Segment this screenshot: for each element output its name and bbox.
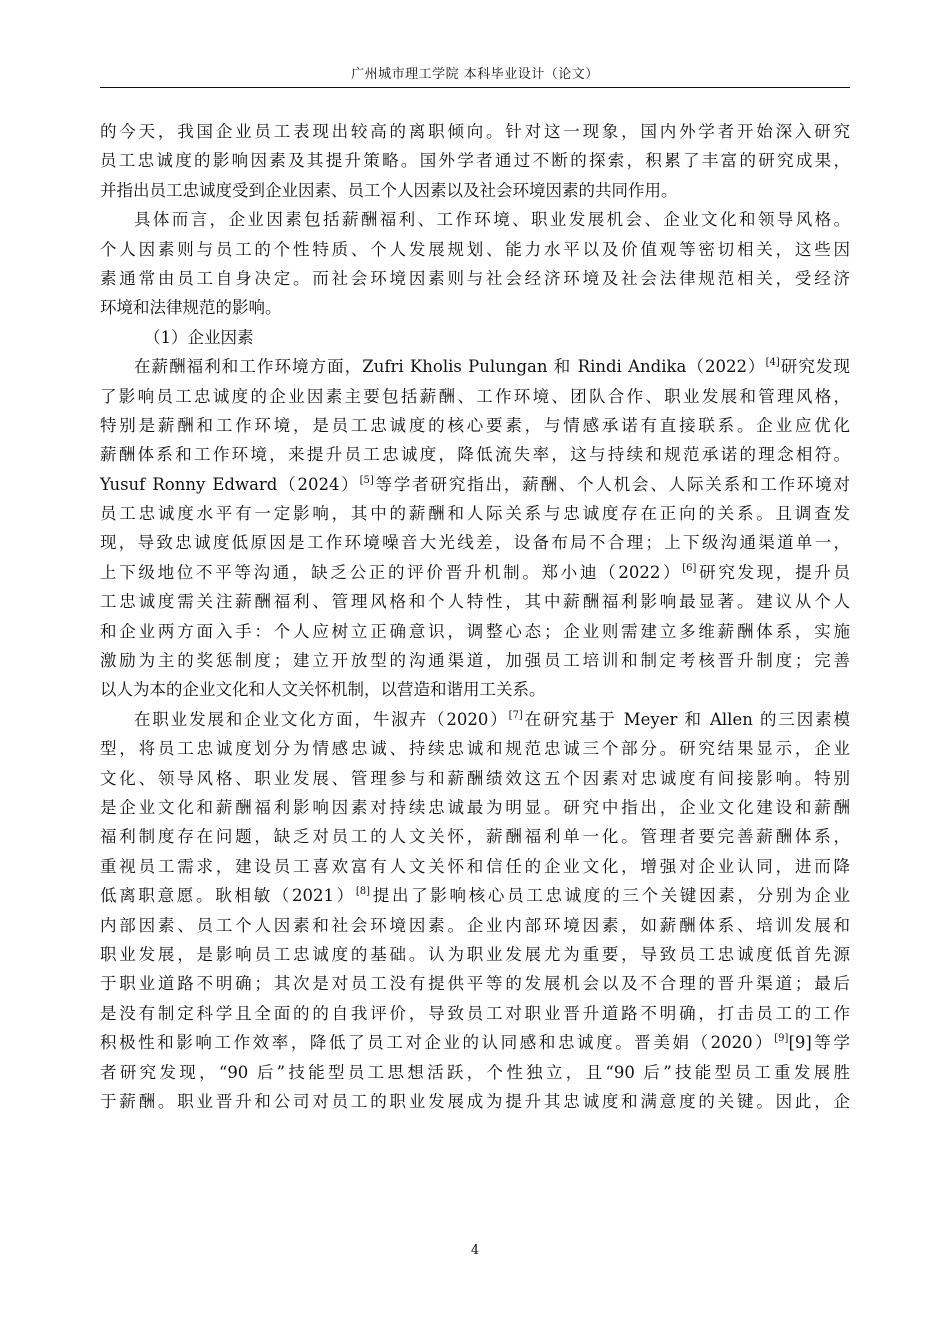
line-text: 上下级地位不平等沟通，缺乏公正的评价晋升机制。郑小迪（2022） [100, 562, 683, 582]
text-line [100, 764, 850, 793]
text-line [100, 382, 850, 411]
line-text: 职业发展，是影响员工忠诚度的基础。认为职业发展尤为重要，导致员工忠诚度低首先源 [100, 944, 850, 964]
text-line [100, 1028, 850, 1057]
text-line [100, 793, 850, 822]
text-line [100, 205, 850, 234]
line-text-continued: 研究发现，提升员 [696, 562, 850, 582]
line-text: 在职业发展和企业文化方面，牛淑卉（2020） [134, 709, 509, 729]
line-text: 者研究发现，“90 后”技能型员工思想活跃，个性独立，且“90 后”技能型员工重发展胜 [100, 1062, 850, 1082]
text-line [100, 411, 850, 440]
citation-mark: [9] [774, 1033, 789, 1045]
text-line [100, 1087, 850, 1116]
line-text: 薪酬体系和工作环境，来提升员工忠诚度，降低流失率，这与持续和规范承诺的理念相符。 [100, 445, 850, 465]
line-text: 环境和法律规范的影响。 [100, 298, 282, 318]
citation-mark: [6] [682, 562, 697, 574]
text-line [100, 911, 850, 940]
line-text: 重视员工需求，建设员工喜欢富有人文关怀和信任的企业文化，增强对企业认同，进而降 [100, 856, 850, 876]
line-text-continued: 研究发现 [779, 357, 850, 377]
line-text: 于薪酬。职业晋升和公司对员工的职业发展成为提升其忠诚度和满意度的关键。因此，企 [100, 1091, 850, 1111]
line-text: 在薪酬福利和工作环境方面，Zufri Kholis Pulungan 和 Rindi Andika（2022） [134, 357, 766, 377]
line-text: 是没有制定科学且全面的的自我评价，导致员工对职业晋升道路不明确，打击员工的工作 [100, 1003, 850, 1023]
text-line [100, 734, 850, 763]
line-text: 是企业文化和薪酬福利影响因素对持续忠诚最为明显。研究中指出，企业文化建设和薪酬 [100, 797, 850, 817]
line-text: 现，导致忠诚度低原因是工作环境噪音大光线差，设备布局不合理；上下级沟通渠道单一， [100, 533, 850, 553]
line-text-continued: [9]等学 [788, 1033, 850, 1053]
page-number: 4 [470, 1243, 480, 1258]
text-line [100, 293, 850, 322]
citation-mark: [8] [355, 886, 371, 898]
line-text-continued: 提出了影响核心员工忠诚度的三个关键因素，分别为企业 [370, 886, 850, 906]
line-text: 福利制度存在问题，缺乏对员工的人文关怀，薪酬福利单一化。管理者要完善薪酬体系， [100, 827, 850, 847]
line-text: 个人因素则与员工的个性特质、个人发展规划、能力水平以及价值观等密切相关，这些因 [100, 239, 850, 259]
text-line [100, 176, 850, 205]
header-divider [100, 87, 850, 88]
line-text: 素通常由员工自身决定。而社会环境因素则与社会经济环境及社会法律规范相关，受经济 [100, 268, 850, 288]
text-line [100, 352, 850, 381]
line-text: 了影响员工忠诚度的企业因素主要包括薪酬、工作环境、团队合作、职业发展和管理风格， [100, 386, 850, 406]
citation-mark: [4] [765, 357, 780, 369]
line-text-continued: 在研究基于 Meyer 和 Allen 的三因素模 [522, 709, 850, 729]
line-text: （1）企业因素 [144, 327, 254, 347]
text-line [100, 117, 850, 146]
line-text: 的今天，我国企业员工表现出较高的离职倾向。针对这一现象，国内外学者开始深入研究 [100, 122, 850, 141]
text-line [100, 587, 850, 616]
text-line [100, 499, 850, 528]
text-line [100, 646, 850, 675]
text-line [100, 1058, 850, 1087]
text-line [100, 264, 850, 293]
line-text: 型，将员工忠诚度划分为情感忠诚、持续忠诚和规范忠诚三个部分。研究结果显示，企业 [100, 739, 850, 759]
line-text: 特别是薪酬和工作环境，是员工忠诚度的核心要素，与情感承诺有直接联系。企业应优化 [100, 415, 850, 435]
text-line [100, 558, 850, 587]
text-line [100, 528, 850, 557]
line-text: 和企业两方面入手：个人应树立正确意识，调整心态；企业则需建立多维薪酬体系，实施 [100, 621, 850, 641]
text-line [100, 617, 850, 646]
line-text: 内部因素、员工个人因素和社会环境因素。企业内部环境因素，如薪酬体系、培训发展和 [100, 915, 850, 935]
body-text [100, 117, 850, 1116]
text-line [100, 940, 850, 969]
line-text: 工忠诚度需关注薪酬福利、管理风格和个人特性，其中薪酬福利影响最显著。建议从个人 [100, 592, 850, 612]
text-line [100, 235, 850, 264]
line-text: 员工忠诚度的影响因素及其提升策略。国外学者通过不断的探索，积累了丰富的研究成果， [100, 151, 850, 171]
line-text-continued: 等学者研究指出，薪酬、个人机会、人际关系和工作环境对 [373, 474, 850, 494]
text-line [100, 440, 850, 469]
line-text: 以人为本的企业文化和人文关怀机制，以营造和谐用工关系。 [100, 680, 546, 700]
line-text: Yusuf Ronny Edward（2024） [100, 474, 360, 494]
text-line [100, 852, 850, 881]
text-line [100, 822, 850, 851]
text-line [100, 999, 850, 1028]
text-line [100, 705, 850, 734]
text-line [100, 323, 850, 352]
text-line [100, 146, 850, 175]
text-line [100, 969, 850, 998]
line-text: 积极性和影响工作效率，降低了员工对企业的认同感和忠诚度。晋美娟（2020） [100, 1033, 775, 1053]
text-line [100, 675, 850, 704]
citation-mark: [5] [359, 474, 374, 486]
line-text: 于职业道路不明确；其次是对员工没有提供平等的发展机会以及不合理的晋升渠道；最后 [100, 974, 850, 994]
line-text: 低离职意愿。耿相敏（2021） [100, 886, 356, 906]
line-text: 并指出员工忠诚度受到企业因素、员工个人因素以及社会环境因素的共同作用。 [100, 180, 678, 200]
citation-mark: [7] [508, 709, 523, 721]
line-text: 激励为主的奖惩制度；建立开放型的沟通渠道，加强员工培训和制定考核晋升制度；完善 [100, 651, 850, 671]
text-line [100, 470, 850, 499]
line-text: 员工忠诚度水平有一定影响，其中的薪酬和人际关系与忠诚度存在正向的关系。且调查发 [100, 504, 850, 524]
line-text: 文化、领导风格、职业发展、管理参与和薪酬绩效这五个因素对忠诚度有间接影响。特别 [100, 768, 850, 788]
text-line [100, 881, 850, 910]
page-header: 广州城市理工学院 本科毕业设计（论文） [351, 67, 599, 82]
line-text: 具体而言，企业因素包括薪酬福利、工作环境、职业发展机会、企业文化和领导风格。 [134, 210, 850, 230]
